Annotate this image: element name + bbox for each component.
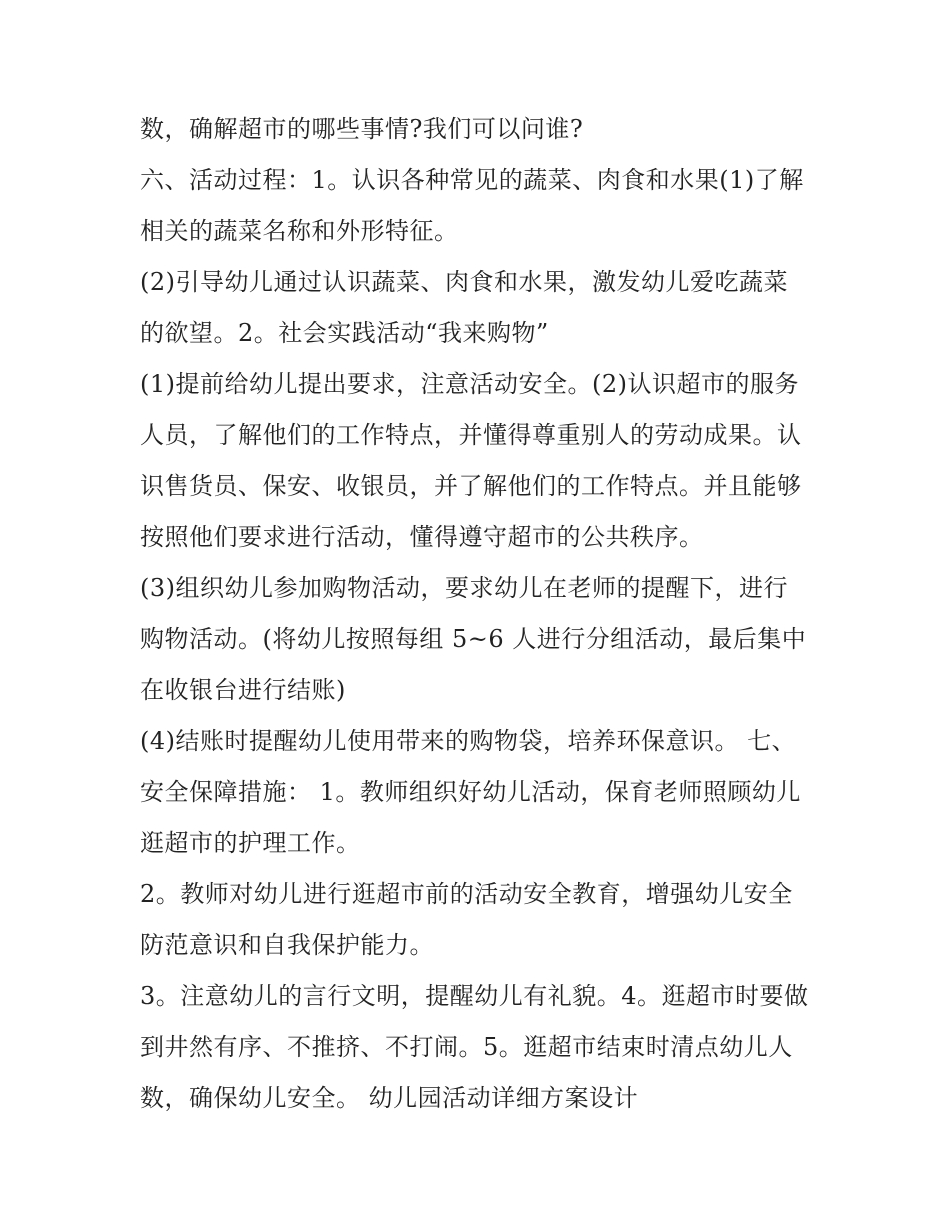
- text-line: (2)引导幼儿通过认识蔬菜、肉食和水果，激发幼儿爱吃蔬菜: [140, 268, 788, 296]
- text-line: 安全保障措施： 1。教师组织好幼儿活动，保育老师照顾幼儿: [140, 778, 801, 806]
- text-line: 购物活动。(将幼儿按照每组 5~6 人进行分组活动，最后集中: [140, 625, 807, 653]
- text-line: 识售货员、保安、收银员，并了解他们的工作特点。并且能够: [140, 472, 802, 500]
- text-line: 人员，了解他们的工作特点，并懂得尊重别人的劳动成果。认: [140, 421, 802, 449]
- text-line: 相关的蔬菜名称和外形特征。: [140, 217, 459, 245]
- text-line: 逛超市的护理工作。: [140, 829, 361, 857]
- text-line: 按照他们要求进行活动，懂得遵守超市的公共秩序。: [140, 523, 704, 551]
- text-line: (3)组织幼儿参加购物活动，要求幼儿在老师的提醒下，进行: [140, 574, 788, 602]
- text-line: (1)提前给幼儿提出要求，注意活动安全。(2)认识超市的服务: [140, 370, 799, 398]
- text-line: 数，确保幼儿安全。 幼儿园活动详细方案设计: [140, 1084, 639, 1112]
- text-line: 2。教师对幼儿进行逛超市前的活动安全教育，增强幼儿安全: [140, 880, 793, 908]
- text-line: 六、活动过程：1。认识各种常见的蔬菜、肉食和水果(1)了解: [140, 166, 804, 194]
- text-line: 在收银台进行结账): [140, 676, 346, 704]
- text-line: 数，确解超市的哪些事情?我们可以问谁?: [140, 115, 584, 143]
- text-line: 防范意识和自我保护能力。: [140, 931, 434, 959]
- text-line: 的欲望。2。社会实践活动“我来购物”: [140, 319, 549, 347]
- text-line: 到井然有序、不推挤、不打闹。5。逛超市结束时清点幼儿人: [140, 1033, 793, 1061]
- document-body: [140, 104, 820, 1124]
- text-line: 3。注意幼儿的言行文明，提醒幼儿有礼貌。4。逛超市时要做: [140, 982, 809, 1010]
- text-line: (4)结账时提醒幼儿使用带来的购物袋，培养环保意识。 七、: [140, 727, 797, 755]
